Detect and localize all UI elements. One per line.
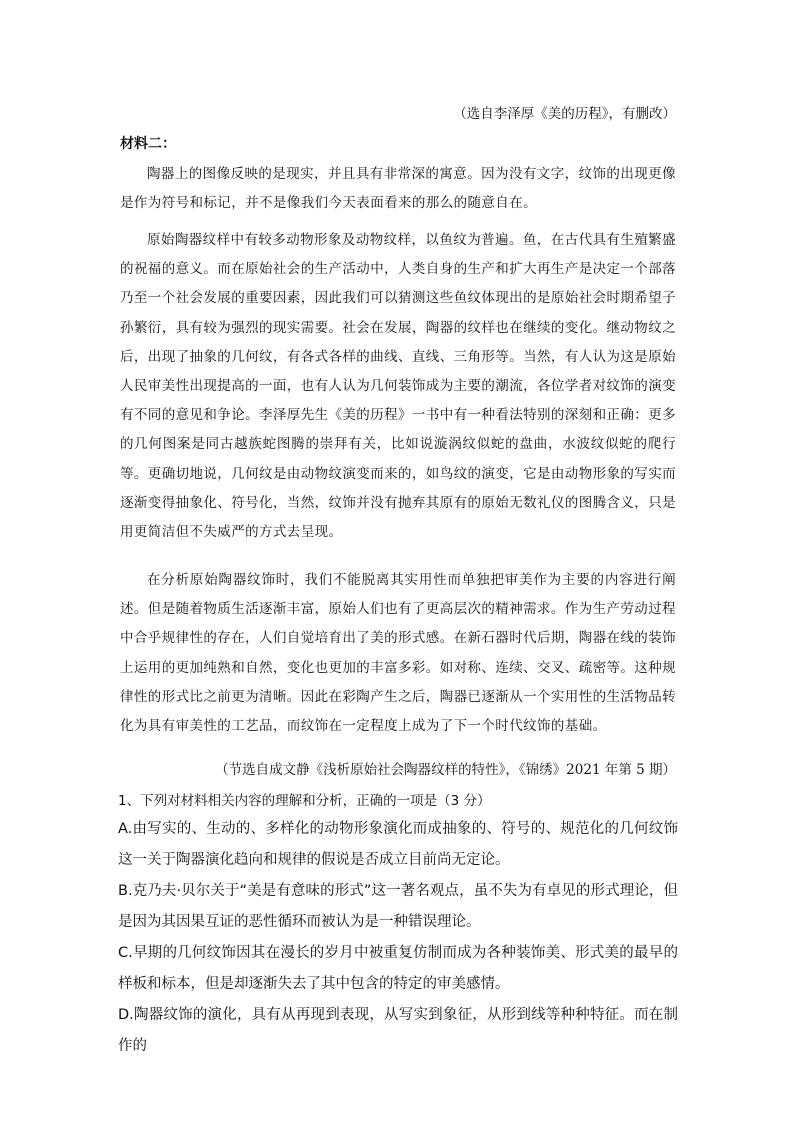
paragraph-1: 陶器上的图像反映的是现实，并且具有非常深的寓意。因为没有文字，纹饰的出现更像是作为符号和标记，并不是像我们今天表面看来的那么的随意自在。 [120, 166, 676, 212]
option-b: B.克乃夫·贝尔关于“美是有意味的形式”这一著名观点，虽不失为有卓见的形式理论，但是因为其因果互证的恶性循环而被认为是一种错误理论。 [118, 883, 678, 930]
source-citation-top: （选自李泽厚《美的历程》，有删改） [453, 106, 676, 122]
source-citation-bottom: （节选自成文静《浅析原始社会陶器纹样的特性》，《锦绣》2021 年第 5 期） [215, 762, 676, 778]
option-c: C.早期的几何纹饰因其在漫长的岁月中被重复仿制而成为各种装饰美、形式美的最早的样板和标本，但是却逐渐失去了其中包含的特定的审美感情。 [118, 945, 678, 992]
option-d: D.陶器纹饰的演化，具有从再现到表现，从写实到象征，从形到线等种种特征。而在制作的 [118, 1007, 678, 1054]
question-1-stem: 1、下列对材料相关内容的理解和分析，正确的一项是（3 分） [118, 793, 491, 809]
material-2-label: 材料二： [120, 136, 176, 152]
paragraph-2: 原始陶器纹样中有较多动物形象及动物纹样，以鱼纹为普遍。鱼，在古代具有生殖繁盛的祝福的意义。而在原始社会的生产活动中，人类自身的生产和扩大再生产是决定一个部落乃至一个社会发展的重要因素，因此我们可以猜测这些鱼纹体现出的是原始社会时期希望子孙繁衍，具有较为强烈的现实需要。社会在发展，陶器的纹样也在继续的变化。继动物纹之后，出现了抽象的几何纹，有各式各样的曲线、直线、三角形等。当然，有人认为这是原始人民审美性出现提高的一面，也有人认为几何装饰成为主要的潮流，各位学者对纹饰的演变有不同的意见和争论。李泽厚先生《美的历程》一书中有一种看法特别的深刻和正确：更多的几何图案是同古越族蛇图腾的崇拜有关，比如说漩涡纹似蛇的盘曲，水波纹似蛇的爬行等。更确切地说，几何纹是由动物纹演变而来的，如鸟纹的演变，它是由动物形象的写实而逐渐变得抽象化、符号化，当然，纹饰并没有抛弃其原有的原始无数礼仪的图腾含义，只是用更简洁但不失威严的方式去呈现。 [120, 232, 676, 541]
option-a: A.由写实的、生动的、多样化的动物形象演化而成抽象的、符号的、规范化的几何纹饰这一关于陶器演化趋向和规律的假说是否成立目前尚无定论。 [118, 821, 678, 868]
paragraph-3: 在分析原始陶器纹饰时，我们不能脱离其实用性而单独把审美作为主要的内容进行阐述。但是随着物质生活逐渐丰富，原始人们也有了更高层次的精神需求。作为生产劳动过程中合乎规律性的存在，人们自觉培育出了美的形式感。在新石器时代后期，陶器在线的装饰上运用的更加纯熟和自然，变化也更加的丰富多彩。如对称、连续、交叉、疏密等。这种规律性的形式比之前更为清晰。因此在彩陶产生之后，陶器已逐渐从一个实用性的生活物品转化为具有审美性的工艺品，而纹饰在一定程度上成为了下一个时代纹饰的基础。 [120, 572, 676, 735]
